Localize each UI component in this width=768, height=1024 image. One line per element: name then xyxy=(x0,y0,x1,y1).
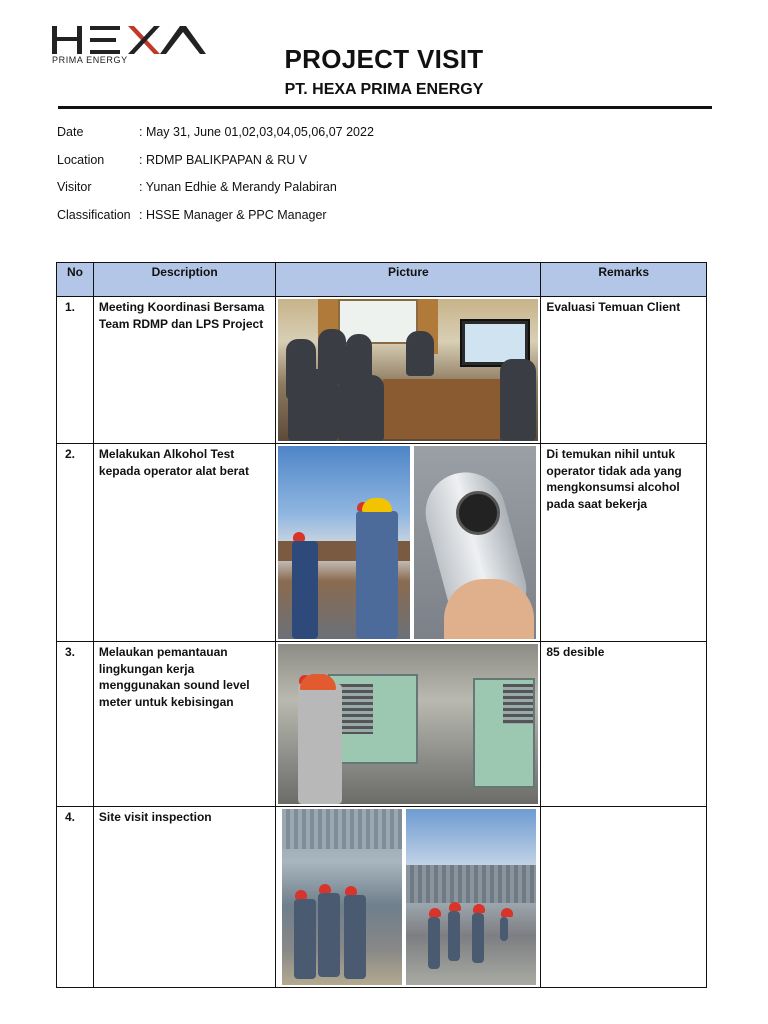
info-label: Date xyxy=(57,125,84,139)
column-header-no: No xyxy=(57,263,94,297)
site-visit-photo-1 xyxy=(282,809,402,985)
row-description: Melaukan pemantauan lingkungan kerja menggunakan sound level meter untuk kebisingan xyxy=(93,642,275,807)
meeting-photo xyxy=(278,299,538,441)
info-value: : May 31, June 01,02,03,04,05,06,07 2022 xyxy=(139,125,374,139)
alcohol-test-photo xyxy=(278,446,410,639)
info-label: Visitor xyxy=(57,180,92,194)
info-value: : HSSE Manager & PPC Manager xyxy=(139,207,327,222)
visit-info xyxy=(57,125,374,235)
row-number: 3. xyxy=(57,642,94,807)
table-row xyxy=(57,807,707,988)
table-row xyxy=(57,297,707,444)
row-picture xyxy=(276,642,541,807)
column-header-description: Description xyxy=(93,263,275,297)
table-row xyxy=(57,444,707,642)
document-subtitle: PT. HEXA PRIMA ENERGY xyxy=(284,81,484,98)
row-remarks: Evaluasi Temuan Client xyxy=(541,297,707,444)
column-header-picture: Picture xyxy=(276,263,541,297)
table-header-row xyxy=(57,263,707,297)
row-remarks xyxy=(541,807,707,988)
row-number: 4. xyxy=(57,807,94,988)
row-description: Site visit inspection xyxy=(93,807,275,988)
row-remarks: Di temukan nihil untuk operator tidak ada yang mengkonsumsi alcohol pada saat bekerja xyxy=(541,444,707,642)
info-label: Location xyxy=(57,152,105,167)
row-picture xyxy=(276,807,541,988)
row-description: Melakukan Alkohol Test kepada operator alat berat xyxy=(93,444,275,642)
info-row-location xyxy=(57,153,374,181)
row-remarks: 85 desible xyxy=(541,642,707,807)
breathalyzer-photo xyxy=(414,446,536,639)
info-value: : RDMP BALIKPAPAN & RU V xyxy=(139,152,308,167)
logo-subtext: PRIMA ENERGY xyxy=(52,55,128,65)
row-description: Meeting Koordinasi Bersama Team RDMP dan LPS Project xyxy=(93,297,275,444)
info-row-visitor xyxy=(57,180,374,208)
info-value: : Yunan Edhie & Merandy Palabiran xyxy=(139,180,337,194)
row-picture xyxy=(276,297,541,444)
row-picture xyxy=(276,444,541,642)
sound-level-photo xyxy=(278,644,538,804)
row-number: 2. xyxy=(57,444,94,642)
activity-table xyxy=(56,262,707,988)
column-header-remarks: Remarks xyxy=(541,263,707,297)
info-row-date xyxy=(57,125,374,153)
document-title: PROJECT VISIT xyxy=(284,44,484,74)
info-label: Classification xyxy=(57,207,131,222)
info-row-classification xyxy=(57,208,374,236)
header-divider xyxy=(58,106,712,109)
row-number: 1. xyxy=(57,297,94,444)
table-row xyxy=(57,642,707,807)
site-visit-photo-2 xyxy=(406,809,536,985)
